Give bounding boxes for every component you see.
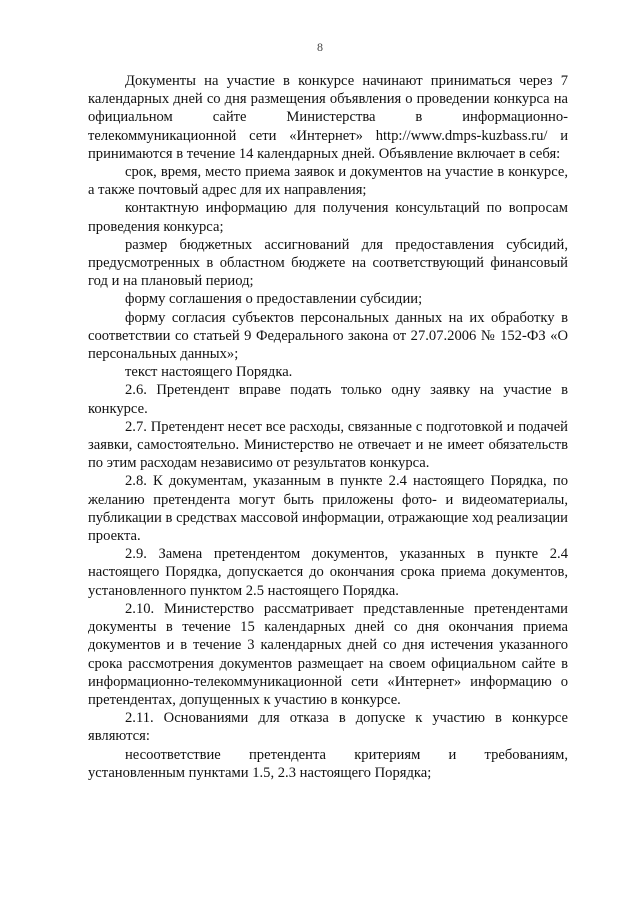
paragraph-contact-info: контактную информацию для получения консультаций по вопросам проведения конкурса; (88, 200, 568, 235)
paragraph-nonconformity: несоответствие претендента критериям и требованиям, установленным пунктами 1.5, 2.3 настоящего Порядка; (88, 746, 568, 781)
paragraph-2-8: 2.8. К документам, указанным в пункте 2.4 настоящего Порядка, по желанию претендента могут быть приложены фото- и видеоматериалы, публикации в средствах массовой информации, отражающие ход реализации проекта. (88, 473, 568, 545)
paragraph-agreement-form: форму соглашения о предоставлении субсидии; (125, 291, 423, 308)
paragraph-2-11: 2.11. Основаниями для отказа в допуске к участию в конкурсе являются: (88, 710, 568, 745)
page-number: 8 (317, 40, 323, 54)
paragraph-budget-allocations: размер бюджетных ассигнований для предоставления субсидий, предусмотренных в областном бюджете на соответствующий финансовый год и на плановый период; (88, 236, 568, 290)
paragraph-procedure-text: текст настоящего Порядка. (125, 364, 293, 381)
paragraph-2-10: 2.10. Министерство рассматривает представленные претендентами документы в течение 15 календарных дней со дня окончания приема документов и в течение 3 календарных дней со дня истечения указанного срока рассмотрения документов размещает на своем официальном сайте в информационно-телекоммуникационной сети «Интернет» информацию о претендентах, допущенных к участию в конкурсе. (88, 600, 568, 708)
paragraph-2-6: 2.6. Претендент вправе подать только одну заявку на участие в конкурсе. (88, 382, 568, 417)
paragraph-announcement-intro: Документы на участие в конкурсе начинают приниматься через 7 календарных дней со дня размещения объявления о проведении конкурса на официальном сайте Министерства в информационно-телекоммуникационной сети «Интернет» http://www.dmps-kuzbass.ru/ и принимаются в течение 14 календарных дней. Объявление включает в себя: (88, 73, 568, 162)
document-body (88, 72, 568, 782)
paragraph-2-9: 2.9. Замена претендентом документов, указанных в пункте 2.4 настоящего Порядка, допускается до окончания срока приема документов, установленного пунктом 2.5 настоящего Порядка. (88, 546, 568, 599)
paragraph-deadline-place: срок, время, место приема заявок и документов на участие в конкурсе, а также почтовый адрес для их направления; (88, 164, 568, 199)
paragraph-2-7: 2.7. Претендент несет все расходы, связанные с подготовкой и подачей заявки, самостоятельно. Министерство не отвечает и не имеет обязательств по этим расходам независимо от результатов конкурса. (88, 418, 568, 472)
paragraph-consent-form: форму согласия субъектов персональных данных на их обработку в соответствии со статьей 9 Федерального закона от 27.07.2006 № 152-ФЗ «О персональных данных»; (88, 309, 568, 363)
